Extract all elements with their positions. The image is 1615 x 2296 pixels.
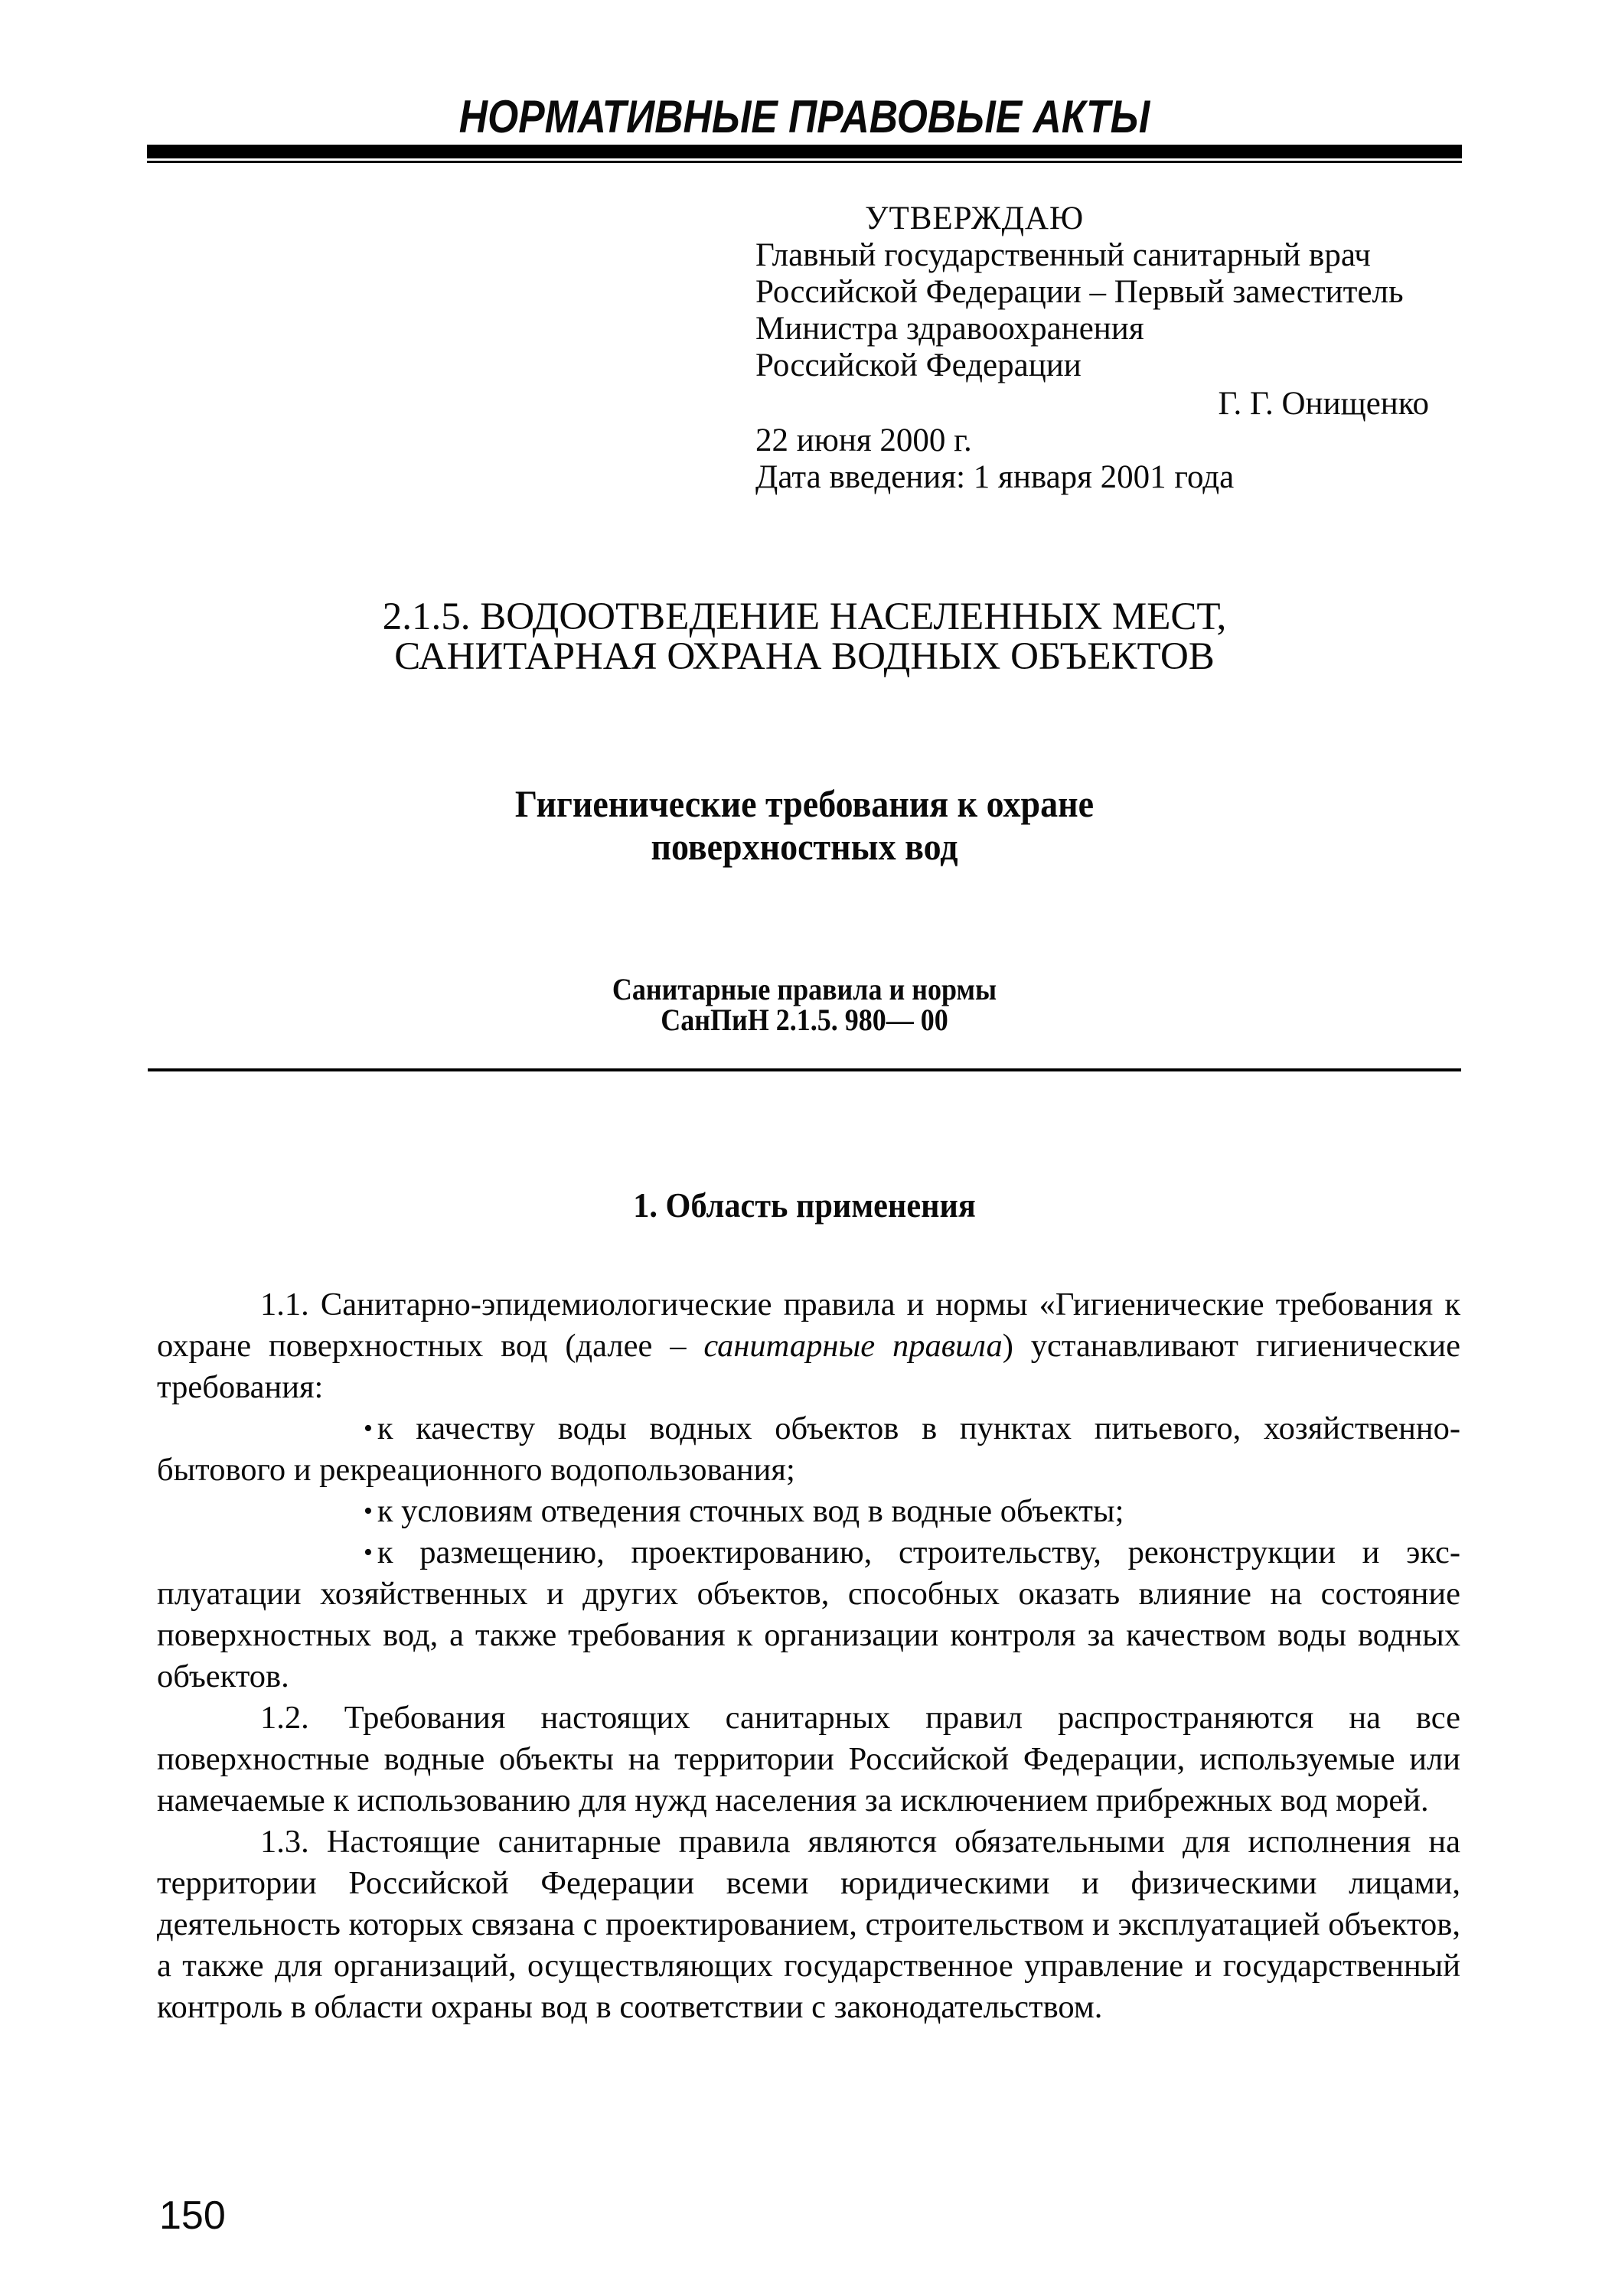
section-title-line: 2.1.5. ВОДООТВЕДЕНИЕ НАСЕЛЕННЫХ МЕСТ, [382,595,1227,638]
bullet-item [157,1532,1460,1698]
paragraph-1-3: 1.3. Настоящие санитарные правила являются обязательными для исполнения на территории Российской Федерации всеми юридическими и физическими лицами, деятельность которых связана с проектированием, строительством и эксплуатацией объектов, а также для организаций, осуществляющих государственное управление и государственный контроль в области охраны вод в соответствии с законодательством. [157,1824,1460,2025]
body-text [157,1284,1460,2028]
rules-code: СанПиН 2.1.5. 980— 00 [661,1003,948,1037]
header-rule-thick [147,145,1462,158]
paragraph-1-1 [157,1284,1460,1408]
approval-line: Российской Федерации – Первый заместитель [755,274,1404,310]
rules-block [213,974,1396,1035]
paragraph-1-2: 1.2. Требования настоящих санитарных правил распространяются на все поверхностные водные объекты на территории Российской Федерации, используемые или намечаемые к использованию для нужд населения за исключением прибрежных вод морей. [157,1700,1460,1818]
bullet-icon: • [364,1414,373,1443]
document-title-line: Гигиенические требования к охране [514,782,1095,825]
approval-block [755,201,1460,496]
separator-rule [148,1068,1461,1071]
signatory-name: Г. Г. Онищенко [1218,386,1429,422]
effective-date: Дата введения: 1 января 2001 года [755,459,1235,495]
header-rule-thin [147,161,1462,163]
approval-line: Министра здравоохранения [755,311,1144,347]
approve-word: УТВЕРЖДАЮ [865,201,1085,236]
section-title [147,597,1462,677]
bullet-icon: • [364,1538,373,1567]
approval-date: 22 июня 2000 г. [755,422,972,458]
approval-line: Главный государственный санитарный врач [755,237,1371,273]
approval-line: Российской Федерации [755,347,1082,383]
document-title-line: поверхностных вод [651,825,958,868]
paragraph-text: 1.1. Санитарно-эпидемиологические правила и нормы «Гигиенические требования к охране поверхностных вод (далее – [157,1287,1460,1364]
bullet-item [157,1491,1460,1532]
chapter-heading: 1. Область применения [633,1186,976,1225]
bullet-text: к размещению, проектированию, строительству, реконструкции и эксплуатации хозяйственных и других объектов, способных оказать влияние на состояние поверхностных вод, а также требования к организации контроля за качеством воды водных объектов. [157,1534,1460,1694]
rules-label: Санитарные правила и нормы [612,972,997,1006]
bullet-icon: • [364,1497,373,1525]
page-number: 150 [159,2193,226,2238]
section-title-line: САНИТАРНАЯ ОХРАНА ВОДНЫХ ОБЪЕКТОВ [394,635,1215,678]
bullet-text: к качеству воды водных объектов в пунктах питьевого, хозяйственно-бытового и рекреационного водопользования; [157,1411,1460,1488]
bullet-text: к условиям отведения сточных вод в водные объекты; [377,1493,1124,1529]
paragraph-text: ) устанавливают гигиенические требования: [157,1328,1460,1405]
document-title [200,782,1410,868]
bullet-item [157,1408,1460,1491]
emphasis-text: санитарные правила [703,1328,1003,1364]
running-header-title: НОРМАТИВНЫЕ ПРАВОВЫЕ АКТЫ [458,91,1150,142]
